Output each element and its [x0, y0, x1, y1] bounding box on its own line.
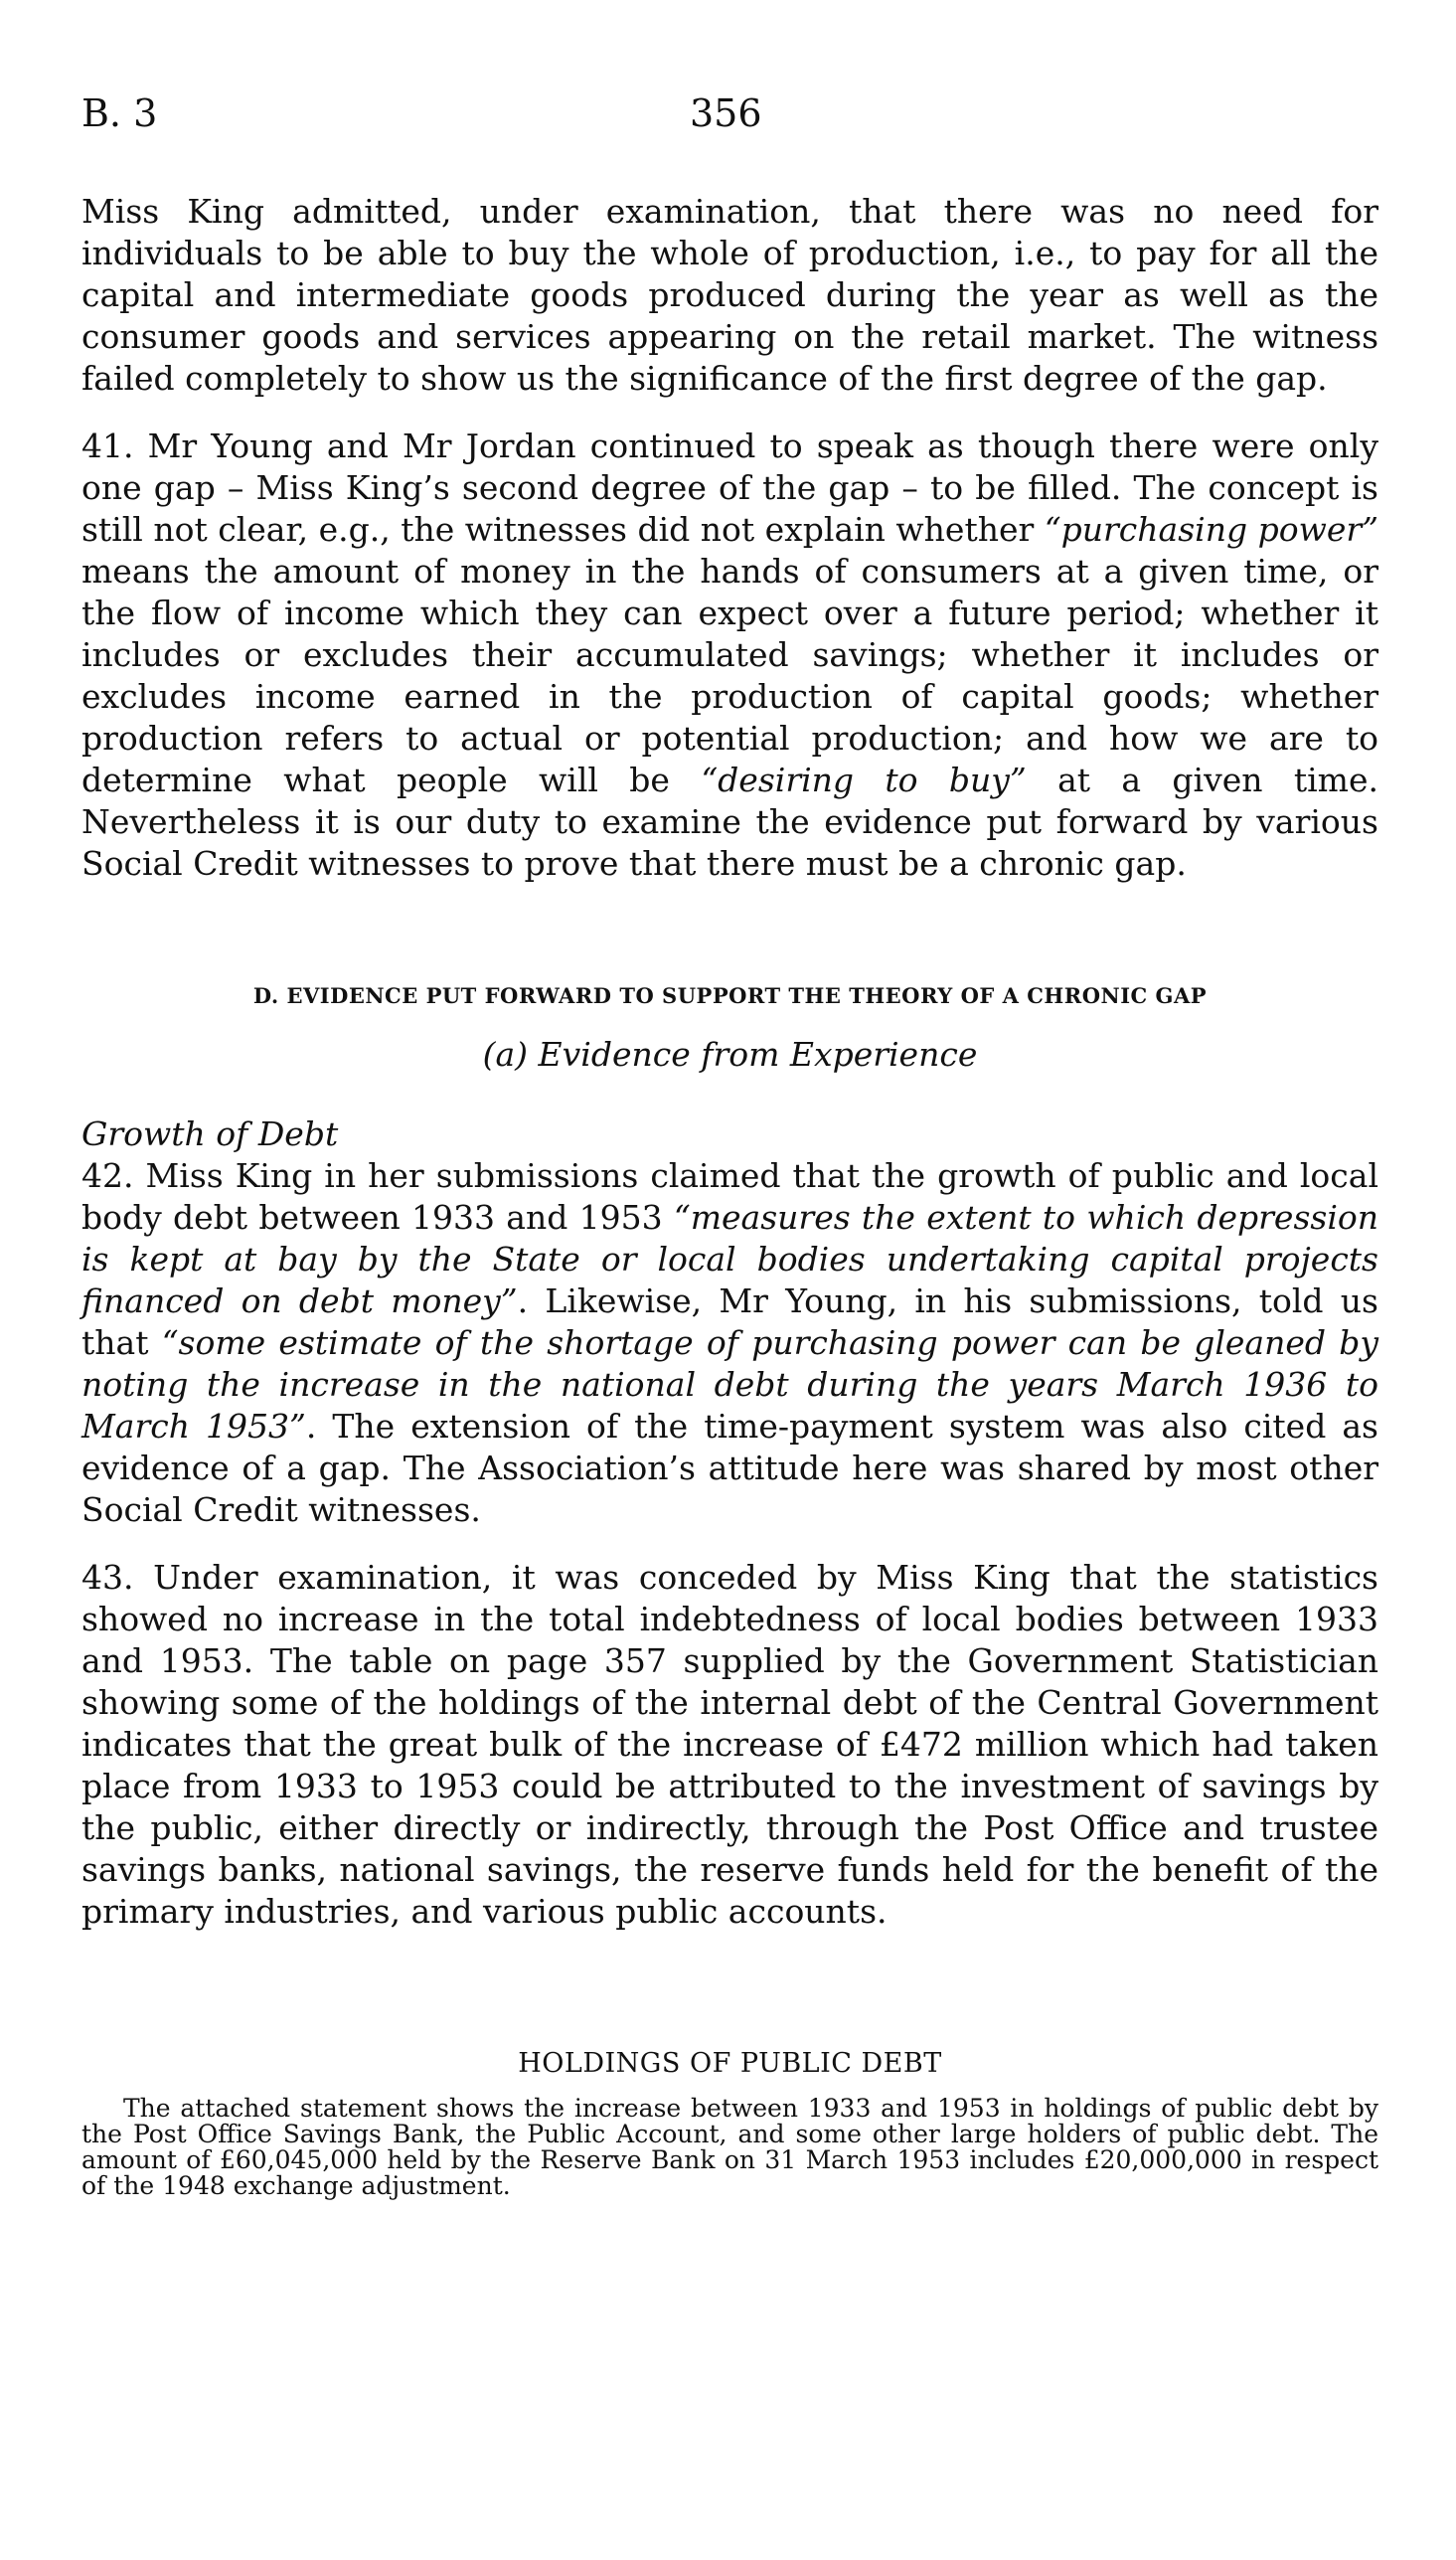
document-reference: B. 3 [81, 91, 158, 135]
paragraph-41-text-c: at a given time. Nevertheless it is our duty to examine the evidence put forward by various Social Credit witnesses to prove that there must be a chronic gap. [81, 761, 1378, 883]
page-number: 356 [690, 91, 762, 135]
growth-of-debt-heading: Growth of Debt [81, 1114, 339, 1153]
page-body [81, 191, 1378, 2199]
paragraph-42-quote-a: “measures the extent to which depression is kept at bay by the State or local bodies undertaking capital projects financed on debt money” [81, 1198, 1378, 1320]
paragraph-42-text-c: . The extension of the time-payment system was also cited as evidence of a gap. The Association’s attitude here was shared by most other Social Credit witnesses. [81, 1407, 1378, 1529]
paragraph-41-quote-a: “purchasing power” [1044, 510, 1378, 549]
paragraph-41-text-b: means the amount of money in the hands of consumers at a given time, or the flow of income which they can expect over a future period; whether it includes or excludes their accumulated savings; whether it includes or excludes income earned in the production of capital goods; whether production refers to actual or potential production; and how we are to determine what people will be [81, 552, 1378, 799]
holdings-statement: The attached statement shows the increase between 1933 and 1953 in holdings of public debt by the Post Office Savings Bank, the Public Account, and some other large holders of public debt. The amount of £60,045,000 held by the Reserve Bank on 31 March 1953 includes £20,000,000 in respect of the 1948 exchange adjustment. [81, 2094, 1378, 2200]
page-header [81, 91, 1378, 141]
paragraph-41-text-a: 41. Mr Young and Mr Jordan continued to speak as though there were only one gap – Miss King’s second degree of the gap – to be filled. The concept is still not clear, e.g., the witnesses did not explain whether [81, 427, 1378, 549]
section-d-subheading: (a) Evidence from Experience [482, 1035, 978, 1074]
paragraph-43: 43. Under examination, it was conceded by Miss King that the statistics showed no increase in the total indebtedness of local bodies between 1933 and 1953. The table on page 357 supplied by the Government Statistician showing some of the holdings of the internal debt of the Central Government indicates that the great bulk of the increase of £472 million which had taken place from 1933 to 1953 could be attributed to the investment of savings by the public, either directly or indirectly, through the Post Office and trustee savings banks, national savings, the reserve funds held for the benefit of the primary industries, and various public accounts. [81, 1558, 1378, 1931]
paragraph-intro: Miss King admitted, under examination, that there was no need for individuals to be able to buy the whole of production, i.e., to pay for all the capital and intermediate goods produced during the year as well as the consumer goods and services appearing on the retail market. The witness failed completely to show us the significance of the first degree of the gap. [81, 192, 1378, 398]
paragraph-41-quote-b: “desiring to buy” [701, 761, 1027, 799]
holdings-table-title: HOLDINGS OF PUBLIC DEBT [518, 2048, 942, 2079]
section-d-heading: D. EVIDENCE PUT FORWARD TO SUPPORT THE THEORY OF A CHRONIC GAP [252, 983, 1208, 1008]
paragraph-42-text-a: 42. Miss King in her submissions claimed that the growth of public and local body debt between 1933 and 1953 [81, 1156, 1378, 1237]
paragraph-42-text-b: . Likewise, Mr Young, in his submissions, told us that [81, 1281, 1378, 1362]
paragraph-42 [81, 1155, 1378, 1531]
paragraph-41 [81, 426, 1378, 885]
paragraph-42-quote-b: “some estimate of the shortage of purchasing power can be gleaned by noting the increase in the national debt during the years March 1936 to March 1953” [81, 1323, 1378, 1446]
